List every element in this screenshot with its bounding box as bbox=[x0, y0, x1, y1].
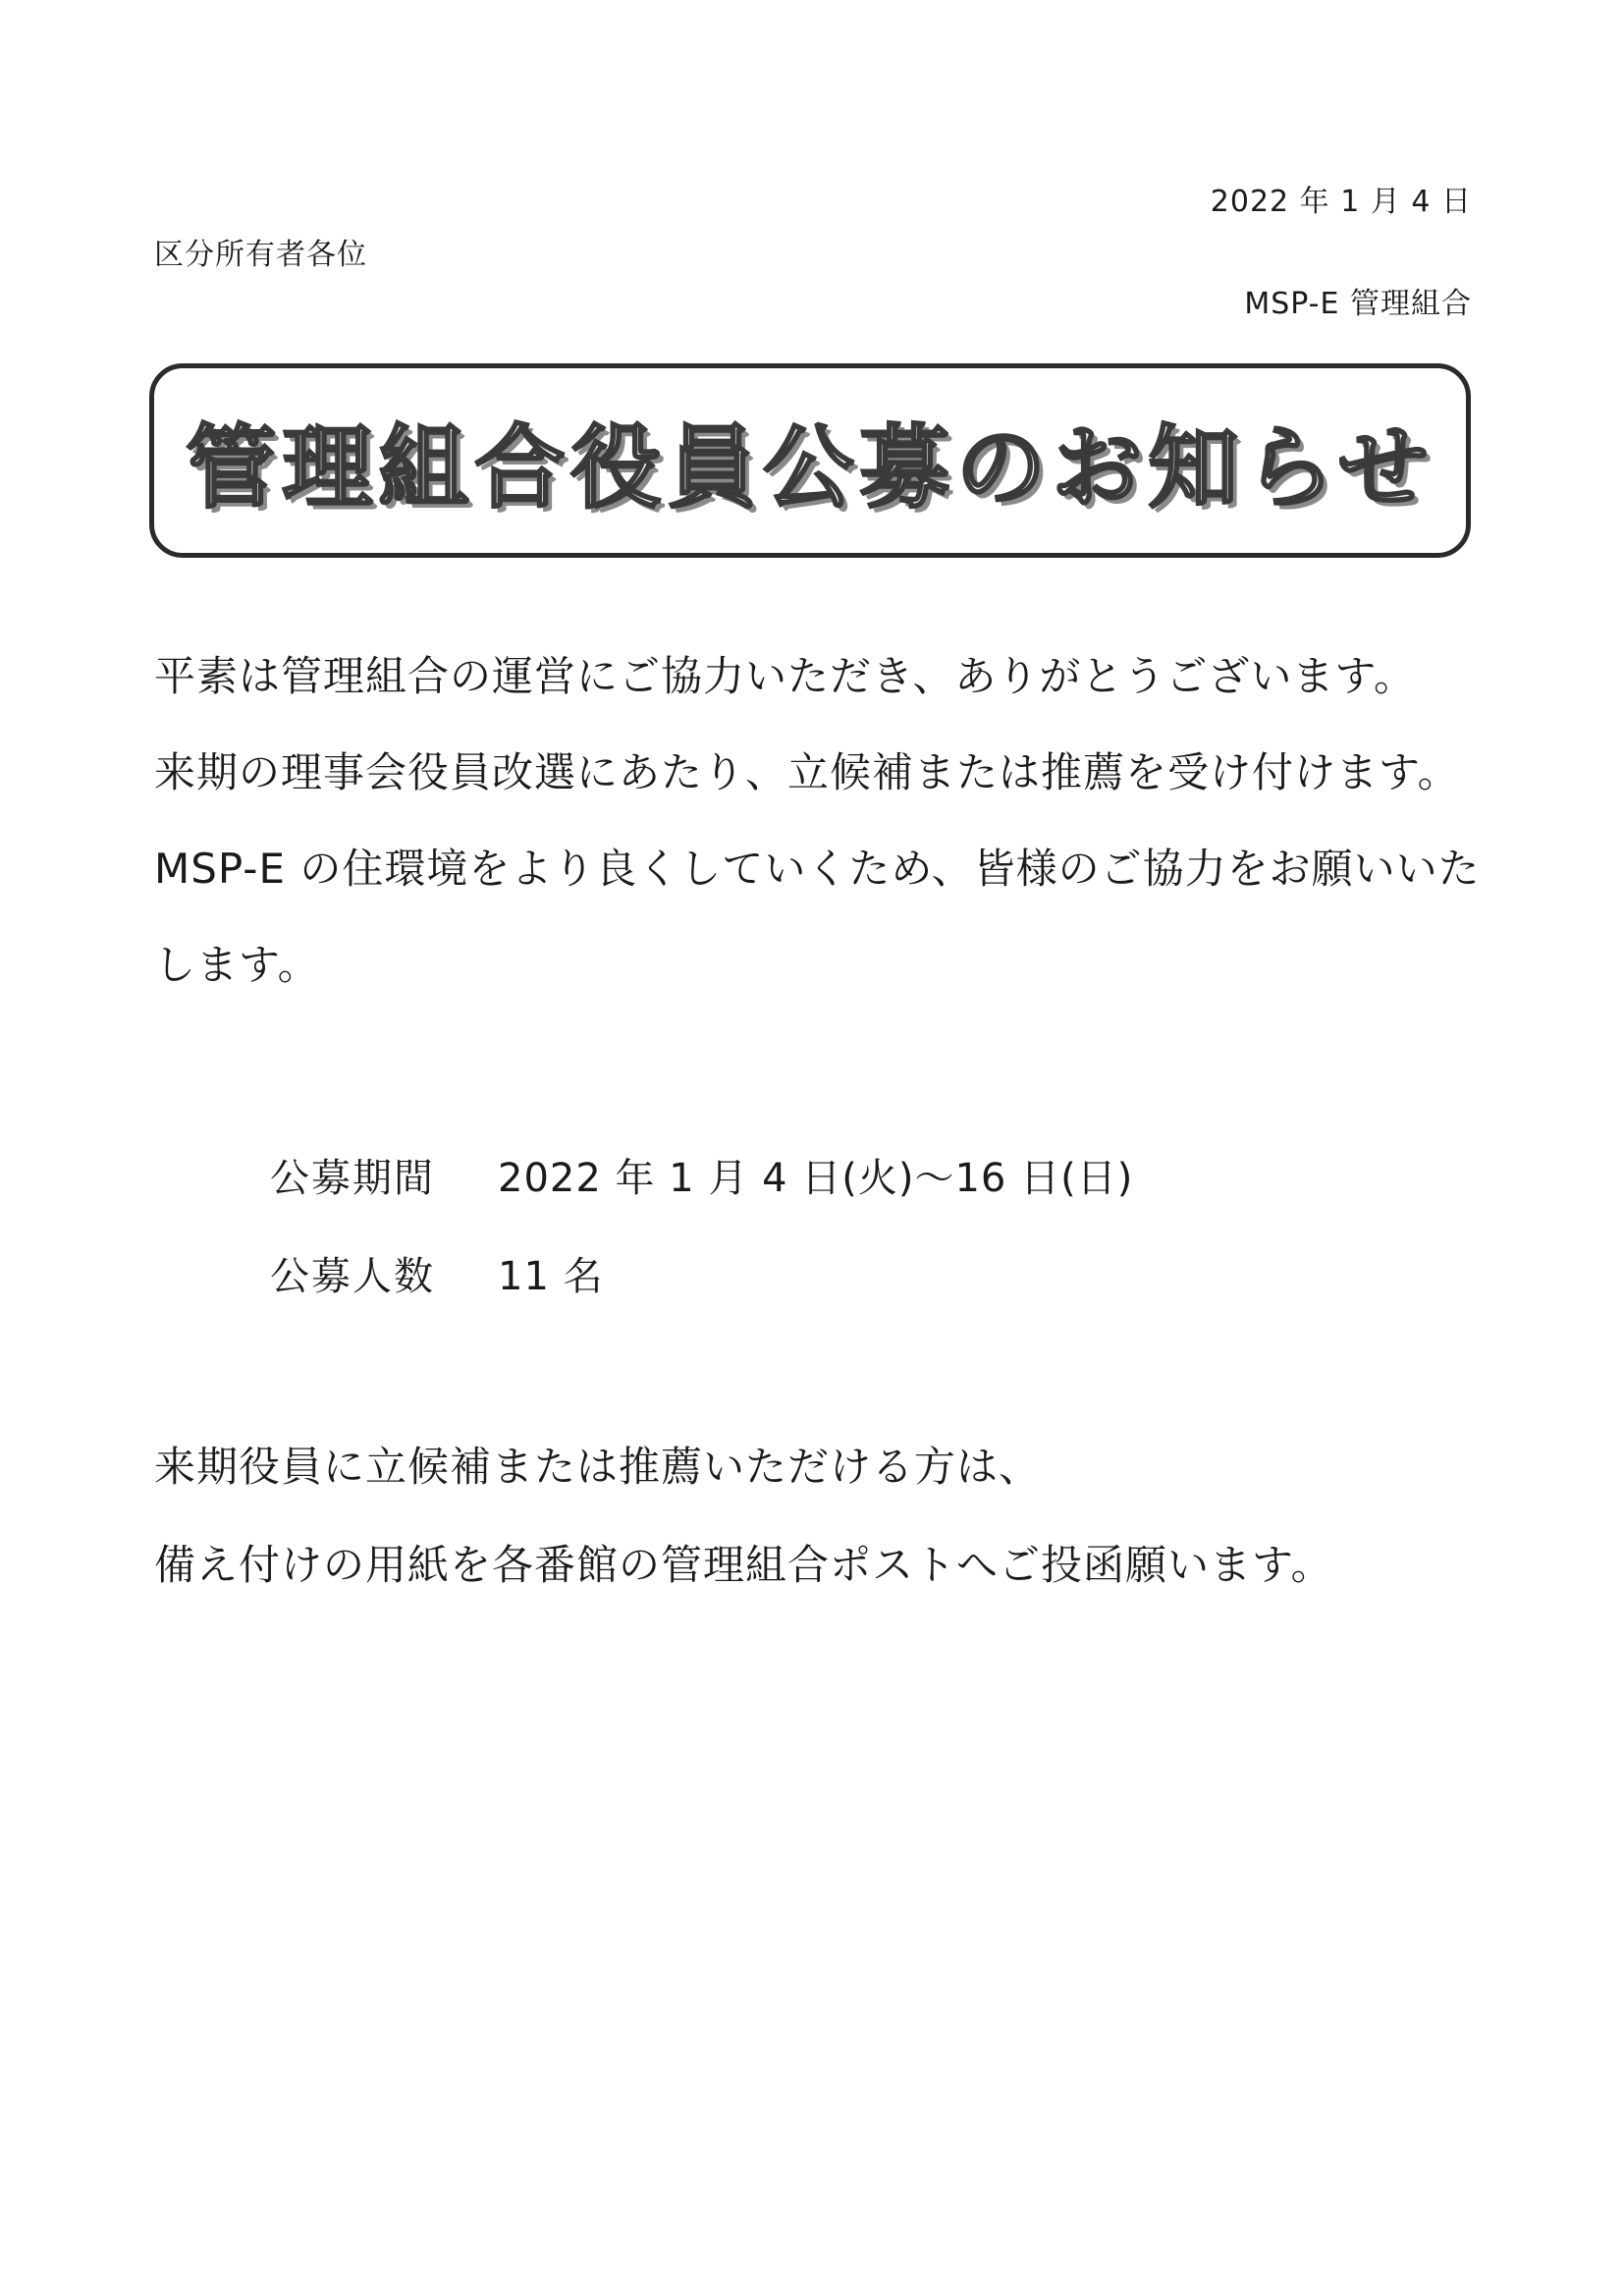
document-title: 管理組合役員公募のお知らせ bbox=[186, 415, 1435, 520]
recruitment-details bbox=[270, 1129, 1133, 1326]
closing-line: 来期役員に立候補または推薦いただける方は、 bbox=[154, 1443, 1042, 1491]
sender-name: MSP-E 管理組合 bbox=[1244, 287, 1472, 321]
detail-value: 11 名 bbox=[498, 1254, 604, 1299]
body-line: 来期の理事会役員改選にあたり、立候補または推薦を受け付けます。 bbox=[154, 748, 1460, 796]
document-date: 2022 年 1 月 4 日 bbox=[1210, 185, 1472, 219]
title-box bbox=[149, 363, 1471, 558]
addressee: 区分所有者各位 bbox=[154, 238, 367, 272]
detail-label: 公募人数 bbox=[270, 1254, 435, 1299]
detail-label: 公募期間 bbox=[270, 1156, 435, 1201]
detail-row-count bbox=[270, 1228, 1133, 1326]
body-paragraph bbox=[154, 629, 1489, 1013]
body-line: します。 bbox=[154, 941, 320, 989]
closing-paragraph bbox=[154, 1418, 1489, 1614]
body-line: 平素は管理組合の運営にご協力いただき、ありがとうございます。 bbox=[154, 652, 1416, 700]
body-line: MSP-E の住環境をより良くしていくため、皆様のご協力をお願いいた bbox=[154, 845, 1481, 893]
detail-row-period bbox=[270, 1129, 1133, 1228]
detail-value: 2022 年 1 月 4 日(火)～16 日(日) bbox=[498, 1156, 1134, 1201]
closing-line: 備え付けの用紙を各番館の管理組合ポストへご投函願います。 bbox=[154, 1541, 1333, 1589]
